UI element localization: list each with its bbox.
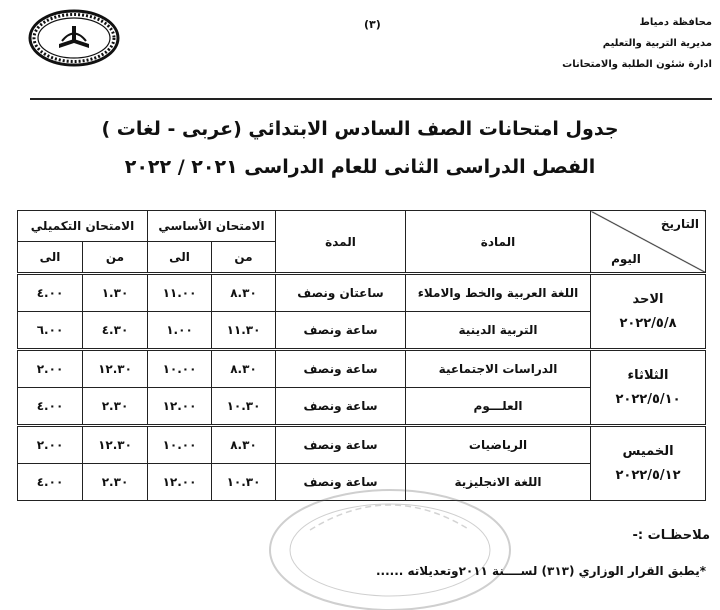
subject-cell: الدراسات الاجتماعية (406, 350, 591, 388)
comp-to-header: الى (18, 242, 83, 274)
basic-to-cell: ١٢.٠٠ (148, 464, 212, 501)
day-cell (591, 350, 706, 426)
subject-cell: العلـــوم (406, 388, 591, 426)
day-cell (591, 274, 706, 350)
duration-cell: ساعة ونصف (276, 426, 406, 464)
day-name: الاحد (632, 291, 664, 307)
basic-from-cell: ٨.٣٠ (212, 426, 276, 464)
comp-from-cell: ١.٣٠ (83, 274, 148, 312)
comp-from-cell: ١٢.٣٠ (83, 350, 148, 388)
comp-from-cell: ٢.٣٠ (83, 388, 148, 426)
administration-line: ادارة شئون الطلبة والامتحانات (562, 59, 712, 70)
subject-cell: اللغة العربية والخط والاملاء (406, 274, 591, 312)
day-cell (591, 426, 706, 501)
basic-from-cell: ٨.٣٠ (212, 350, 276, 388)
day-name: الخميس (622, 443, 674, 459)
comp-to-cell: ٤.٠٠ (18, 464, 83, 501)
duration-cell: ساعة ونصف (276, 312, 406, 350)
date-day-header (591, 211, 706, 274)
subject-header: المادة (406, 211, 591, 274)
comp-to-cell: ٤.٠٠ (18, 388, 83, 426)
subject-cell: التربية الدينية (406, 312, 591, 350)
comp-from-header: من (83, 242, 148, 274)
comp-to-cell: ٦.٠٠ (18, 312, 83, 350)
day-header-label: اليوم (611, 252, 641, 266)
basic-to-cell: ١٠.٠٠ (148, 426, 212, 464)
duration-cell: ساعتان ونصف (276, 274, 406, 312)
table-row (18, 426, 706, 464)
duration-cell: ساعة ونصف (276, 388, 406, 426)
table-row (18, 350, 706, 388)
faded-stamp-watermark (250, 470, 530, 610)
schedule-title: جدول امتحانات الصف السادس الابتدائي (عربى - لغات ) (101, 118, 619, 140)
subject-cell: الرياضيات (406, 426, 591, 464)
day-date: ٢٠٢٢/٥/١٢ (615, 467, 681, 483)
date-header-label: التاريخ (660, 217, 699, 231)
comp-from-cell: ١٢.٣٠ (83, 426, 148, 464)
basic-from-cell: ١١.٣٠ (212, 312, 276, 350)
basic-from-cell: ١٠.٣٠ (212, 388, 276, 426)
day-name: الثلاثاء (627, 367, 669, 383)
basic-from-cell: ٨.٣٠ (212, 274, 276, 312)
basic-from-header: من (212, 242, 276, 274)
basic-to-cell: ١٢.٠٠ (148, 388, 212, 426)
header-divider (30, 98, 712, 100)
basic-to-cell: ١٠.٠٠ (148, 350, 212, 388)
complementary-exam-header: الامتحان التكميلي (18, 211, 148, 242)
issuer-header (542, 12, 712, 75)
subject-cell: اللغة الانجليزية (406, 464, 591, 501)
directorate-line: مديرية التربية والتعليم (602, 38, 712, 49)
page-number: (٣) (364, 18, 381, 31)
basic-to-cell: ١.٠٠ (148, 312, 212, 350)
comp-to-cell: ٢.٠٠ (18, 350, 83, 388)
term-subtitle: الفصل الدراسى الثانى للعام الدراسى ٢٠٢١ / ٢٠٢٢ (124, 156, 596, 178)
duration-cell: ساعة ونصف (276, 350, 406, 388)
basic-to-cell: ١١.٠٠ (148, 274, 212, 312)
comp-to-cell: ٤.٠٠ (18, 274, 83, 312)
comp-to-cell: ٢.٠٠ (18, 426, 83, 464)
basic-to-header: الى (148, 242, 212, 274)
ministry-logo-icon (26, 8, 122, 68)
governorate-line: محافظة دمياط (639, 17, 712, 28)
notes-heading: ملاحظـات :- (632, 528, 710, 543)
note-item: *يطبق القرار الوزاري (٣١٣) لســــنة ٢٠١١وتعديلاته ...... (375, 564, 706, 578)
duration-cell: ساعة ونصف (276, 464, 406, 501)
day-date: ٢٠٢٢/٥/٨ (619, 315, 677, 331)
day-date: ٢٠٢٢/٥/١٠ (615, 391, 681, 407)
table-row (18, 274, 706, 312)
basic-from-cell: ١٠.٣٠ (212, 464, 276, 501)
basic-exam-header: الامتحان الأساسي (148, 211, 276, 242)
duration-header: المدة (276, 211, 406, 274)
exam-schedule-table (17, 210, 706, 501)
comp-from-cell: ٢.٣٠ (83, 464, 148, 501)
comp-from-cell: ٤.٣٠ (83, 312, 148, 350)
